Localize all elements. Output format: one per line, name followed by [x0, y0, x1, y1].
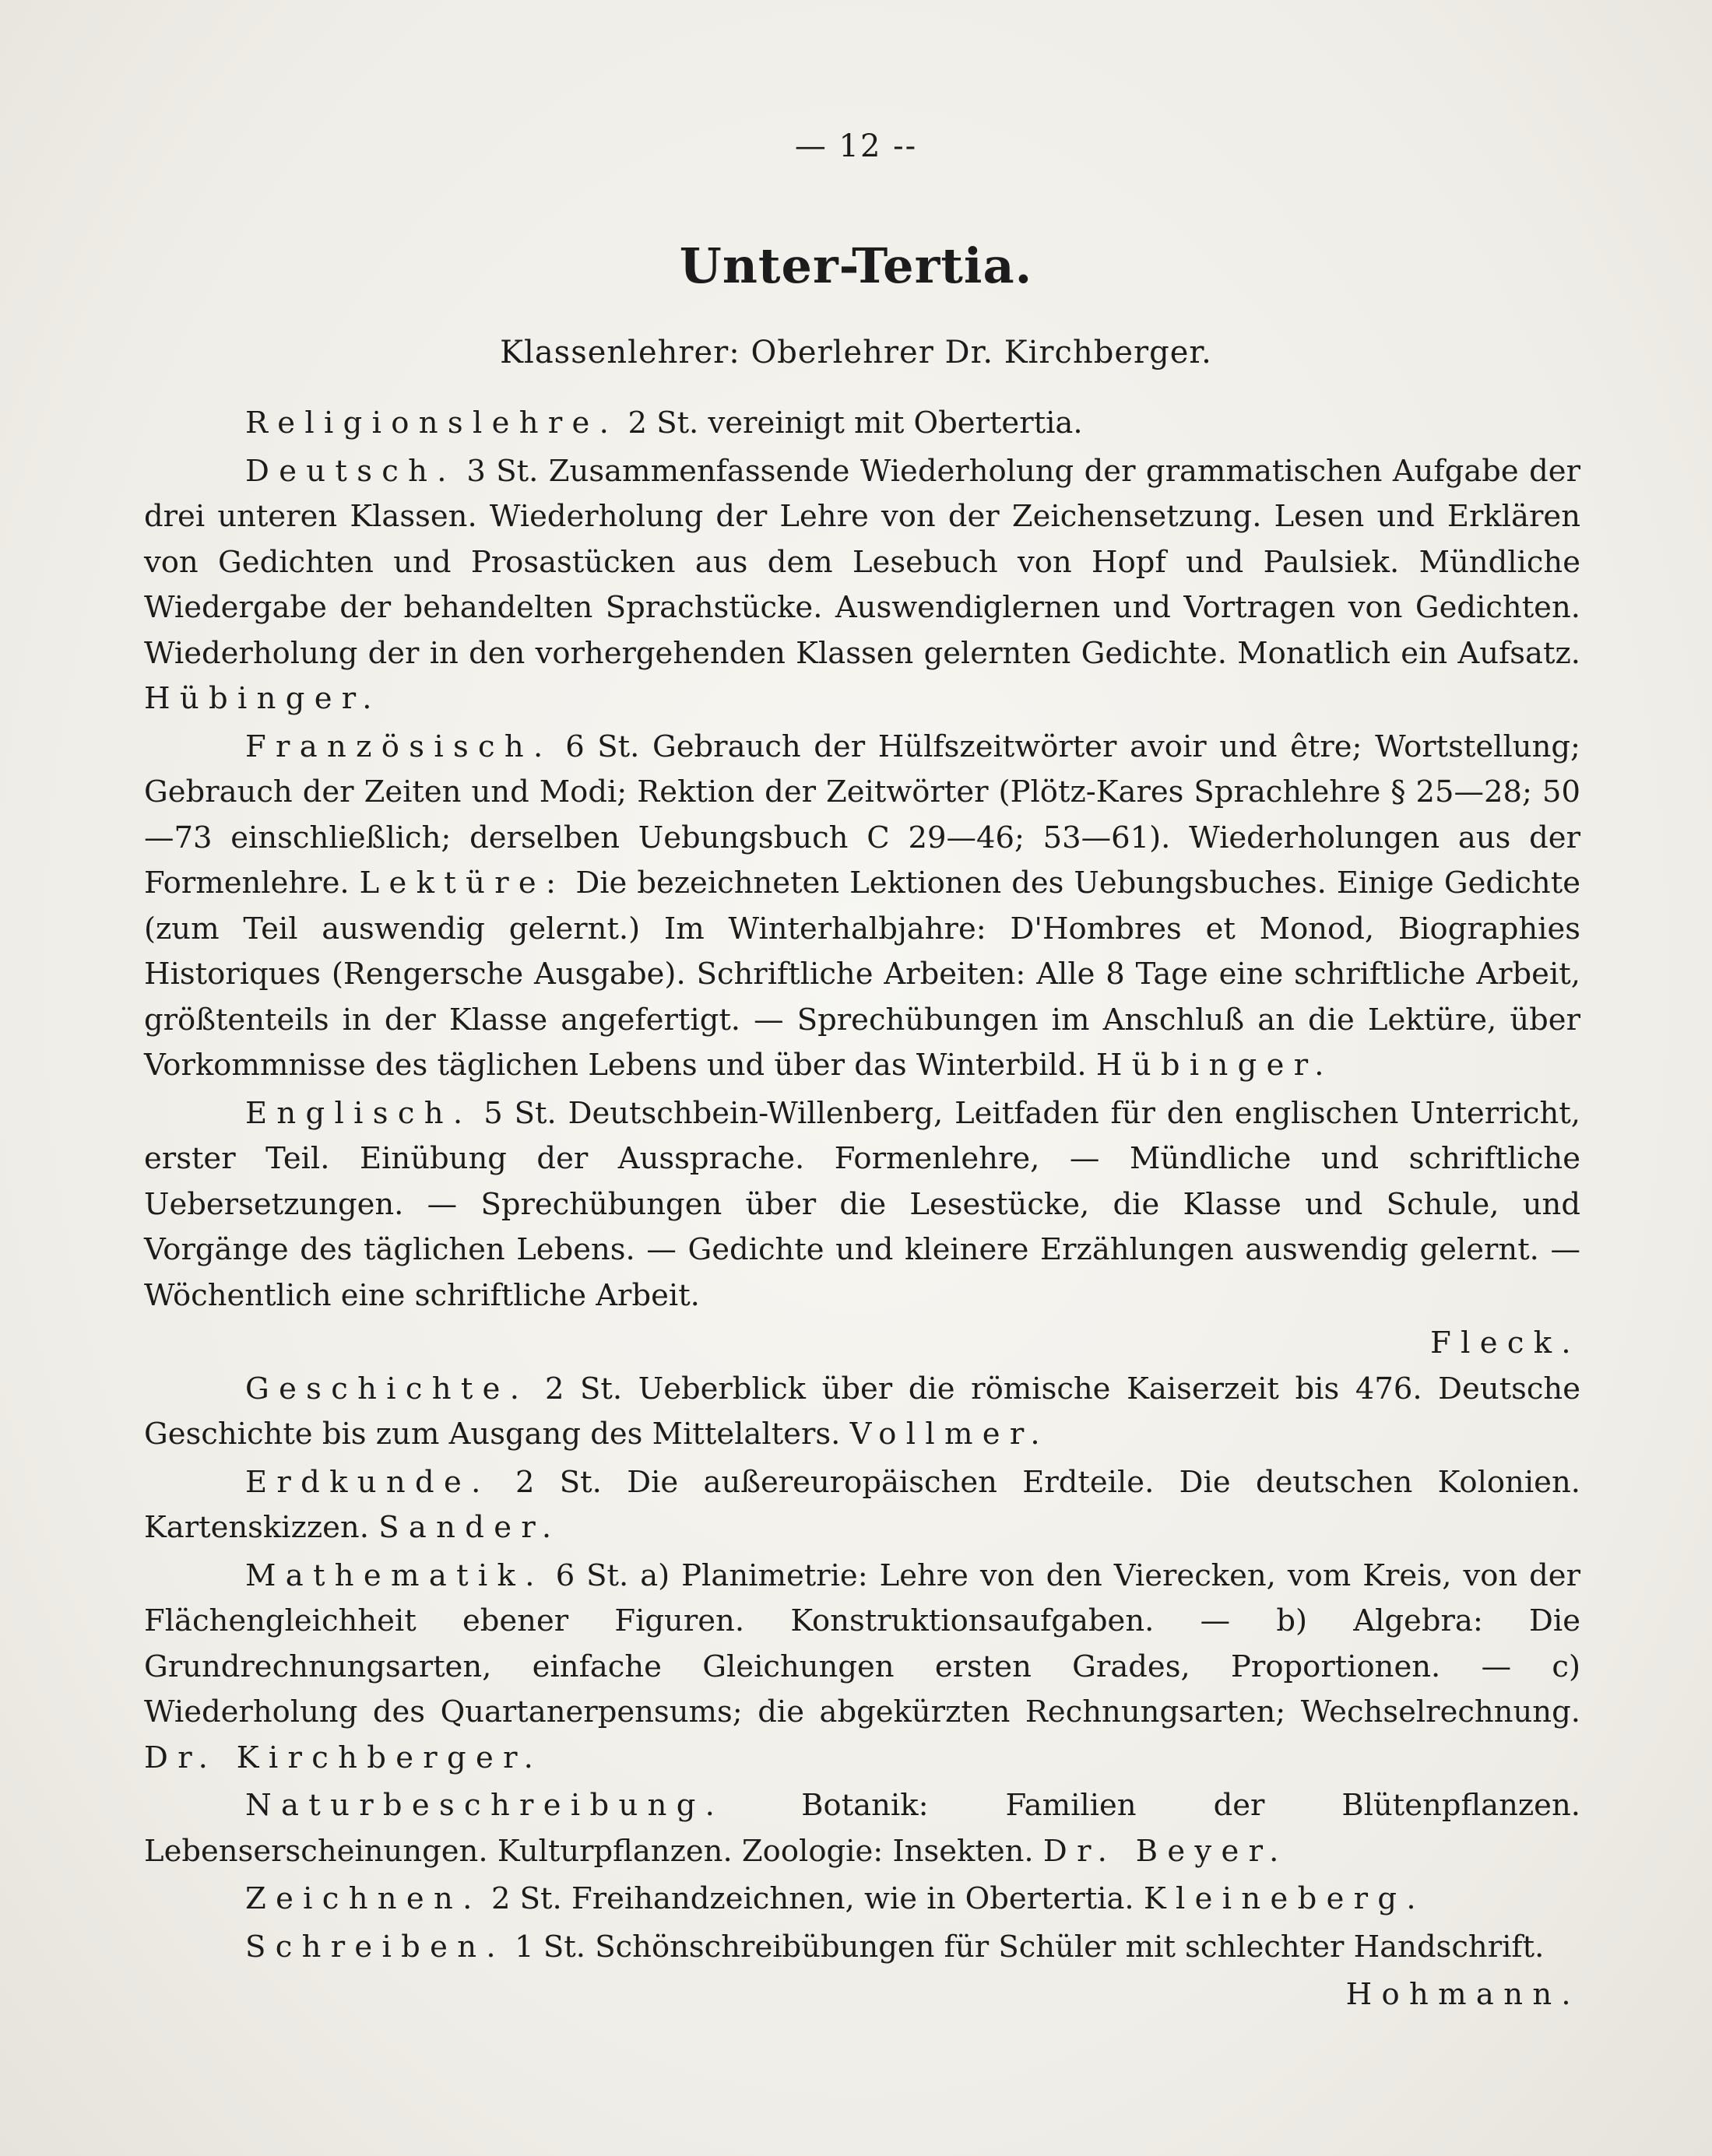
- paragraph-erdkunde: [144, 1460, 1580, 1551]
- paragraph-geschichte: [144, 1367, 1580, 1458]
- signature-englisch: [144, 1321, 1580, 1367]
- subject-name: Deutsch.: [245, 453, 456, 489]
- paragraph-mathematik: [144, 1554, 1580, 1782]
- subject-name: Mathematik.: [245, 1557, 544, 1593]
- subject-text: 2 St. Freihandzeichnen, wie in Obertertia.: [490, 1881, 1134, 1916]
- subject-text: Botanik: Familien der Blütenpflanzen. Lebenserscheinungen. Kulturpflanzen. Zoologie: Insekten.: [144, 1788, 1580, 1869]
- teacher-name: Sander.: [378, 1510, 561, 1545]
- teacher-name: Hohmann.: [1345, 1977, 1580, 2012]
- paragraph-deutsch: [144, 449, 1580, 722]
- teacher-name: Dr. Beyer.: [1042, 1833, 1288, 1869]
- subject-name: Französisch.: [245, 729, 553, 764]
- paragraph-naturbeschreibung: [144, 1783, 1580, 1874]
- subject-name: Zeichnen.: [245, 1881, 482, 1916]
- teacher-name: Dr. Kirchberger.: [144, 1740, 543, 1775]
- subject-name: Schreiben.: [245, 1929, 505, 1965]
- paragraph-religionslehre: [144, 401, 1580, 447]
- teacher-name: Hübinger.: [1095, 1048, 1334, 1083]
- lektuere-label: Lektüre:: [359, 866, 566, 901]
- subject-name: Englisch.: [245, 1095, 473, 1131]
- subject-text: 2 St. Die außereuropäischen Erdteile. Die deutschen Kolonien. Kartenskizzen.: [144, 1464, 1580, 1545]
- teacher-name: Kleineberg.: [1143, 1881, 1425, 1916]
- subject-text: 2 St. Ueberblick über die römische Kaiserzeit bis 476. Deutsche Geschichte bis zum Ausgang des Mittelalters.: [144, 1371, 1580, 1452]
- teacher-name: Vollmer.: [849, 1417, 1049, 1452]
- subject-text-2: Die bezeichneten Lektionen des Uebungsbuches. Einige Gedichte (zum Teil auswendig gelernt.) Im Winterhalbjahre: D'Hombres et Monod, Biographies Historiques (Rengersche Ausgabe). Schriftliche Arbeiten: Alle 8 Tage eine schriftliche Arbeit, größtenteils in der Klasse angefertigt. — Sprechübungen im Anschluß an die Lektüre, über Vorkommnisse des täglichen Lebens und über das Winterbild.: [144, 866, 1580, 1083]
- paragraph-englisch: [144, 1091, 1580, 1319]
- paragraph-zeichnen: [144, 1877, 1580, 1922]
- subject-text: 6 St. a) Planimetrie: Lehre von den Vierecken, vom Kreis, von der Flächengleichheit ebener Figuren. Konstruktionsaufgaben. — b) Algebra: Die Grundrechnungsarten, einfache Gleichungen ersten Grades, Proportionen. — c) Wiederholung des Quartanerpensums; die abgekürzten Rechnungsarten; Wechselrechnung.: [144, 1557, 1580, 1729]
- subject-name: Erdkunde.: [245, 1464, 490, 1500]
- page-title: Unter-Tertia.: [679, 237, 1033, 294]
- subject-text: 5 St. Deutschbein-Willenberg, Leitfaden für den englischen Unterricht, erster Teil. Einübung der Aussprache. Formenlehre, — Mündliche und schriftliche Uebersetzungen. — Sprechübungen über die Lesestücke, die Klasse und Schule, und Vorgänge des täglichen Lebens. — Gedichte und kleinere Erzählungen auswendig gelernt. — Wöchentlich eine schriftliche Arbeit.: [144, 1095, 1580, 1313]
- class-teacher-line: Klassenlehrer: Oberlehrer Dr. Kirchberger.: [500, 335, 1212, 370]
- signature-schreiben: [144, 1972, 1580, 2018]
- paragraph-franzoesisch: [144, 725, 1580, 1089]
- teacher-name: Fleck.: [1430, 1326, 1580, 1361]
- subject-text: 3 St. Zusammenfassende Wiederholung der grammatischen Aufgabe der drei unteren Klassen. Wiederholung der Lehre von der Zeichensetzung. Lesen und Erklären von Gedichten und Prosastücken aus dem Lesebuch von Hopf und Paulsiek. Mündliche Wiedergabe der behandelten Sprachstücke. Auswendiglernen und Vortragen von Gedichten. Wiederholung der in den vorhergehenden Klassen gelernten Gedichte. Monatlich ein Aufsatz.: [144, 453, 1580, 671]
- subject-name: Religionslehre.: [245, 406, 619, 441]
- subject-name: Naturbeschreibung.: [245, 1788, 725, 1823]
- page-number: — 12 --: [794, 128, 918, 164]
- subject-text: 1 St. Schönschreibübungen für Schüler mit schlechter Handschrift.: [515, 1929, 1545, 1965]
- paragraph-schreiben: [144, 1925, 1580, 1971]
- subject-name: Geschichte.: [245, 1371, 529, 1406]
- curriculum-body: [144, 401, 1580, 2018]
- teacher-name: Hübinger.: [144, 681, 381, 716]
- subject-text: 6 St. Gebrauch der Hülfszeitwörter avoir und être; Wortstellung; Gebrauch der Zeiten und Modi; Rektion der Zeitwörter (Plötz-Kares Sprachlehre § 25—28; 50—73 einschließlich; derselben Uebungsbuch C 29—46; 53—61). Wiederholungen aus der Formenlehre.: [144, 729, 1580, 901]
- subject-text: 2 St. vereinigt mit Obertertia.: [627, 406, 1083, 441]
